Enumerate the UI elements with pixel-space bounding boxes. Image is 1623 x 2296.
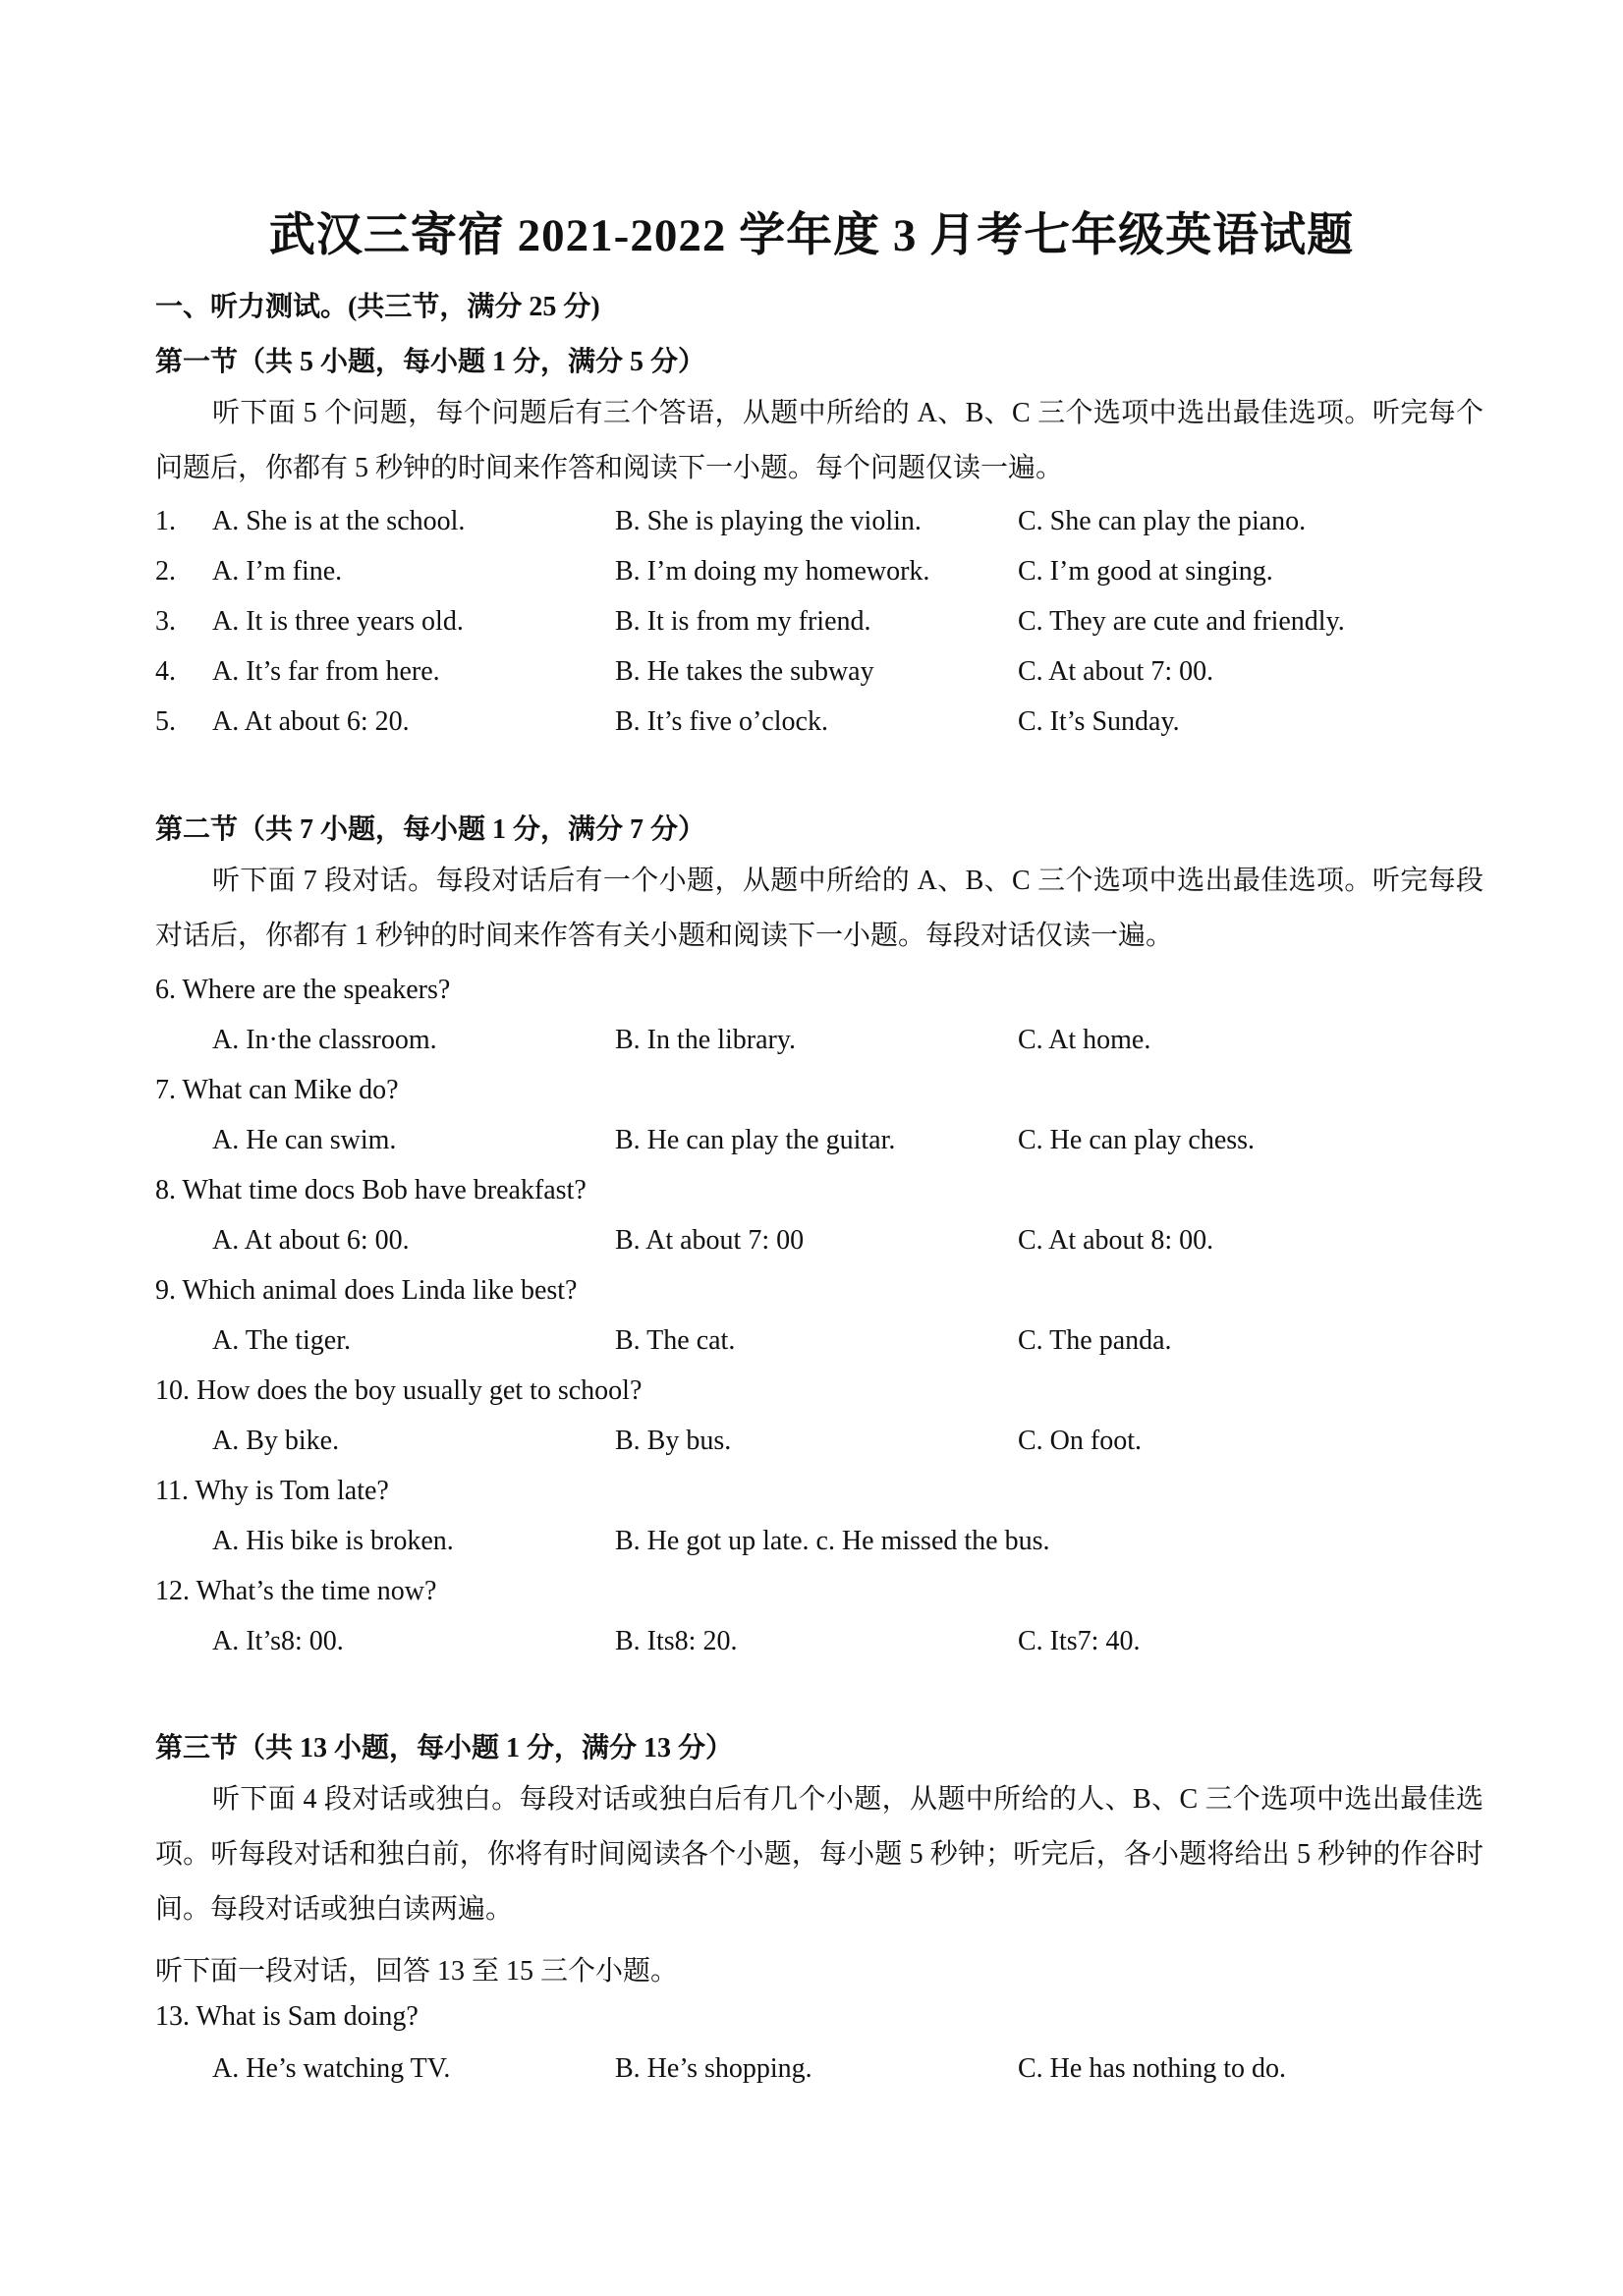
option-c: C. I’m good at singing. bbox=[1018, 556, 1273, 587]
option-b: B. Its8: 20. bbox=[615, 1626, 738, 1656]
option-a: A. He can swim. bbox=[212, 1125, 397, 1155]
question-text: 9. Which animal does Linda like best? bbox=[155, 1275, 578, 1306]
option-c: C. At home. bbox=[1018, 1025, 1151, 1055]
options-row bbox=[155, 1626, 1483, 1665]
exam-title: 武汉三寄宿 2021-2022 学年度 3 月考七年级英语试题 bbox=[268, 210, 1355, 261]
option-c: C. She can play the piano. bbox=[1018, 506, 1307, 536]
option-a: A. His bike is broken. bbox=[212, 1526, 454, 1556]
options-row bbox=[155, 2053, 1483, 2093]
option-a: A. The tiger. bbox=[212, 1325, 352, 1356]
options-row bbox=[155, 1526, 1483, 1565]
option-b: B. She is playing the violin. bbox=[615, 506, 922, 536]
option-b: B. He takes the subway bbox=[615, 656, 874, 687]
question-text: 8. What time docs Bob have breakfast? bbox=[155, 1175, 587, 1205]
question-text: 6. Where are the speakers? bbox=[155, 975, 451, 1005]
option-c: C. The panda. bbox=[1018, 1325, 1172, 1356]
option-b: B. The cat. bbox=[615, 1325, 736, 1356]
option-a: A. By bike. bbox=[212, 1426, 340, 1456]
option-a: A. It’s8: 00. bbox=[212, 1626, 344, 1656]
option-b: B. I’m doing my homework. bbox=[615, 556, 930, 587]
section2-instructions: 听下面 7 段对话。每段对话后有一个小题，从题中所给的 A、B、C 三个选项中选出最佳选项。听完每段对话后，你都有 1 秒钟的时间来作答有关小题和阅读下一小题。每段对话仅读一遍。 bbox=[155, 866, 1483, 951]
options-row bbox=[155, 1426, 1483, 1465]
option-c: C. Its7: 40. bbox=[1018, 1626, 1141, 1656]
question-row bbox=[155, 606, 1483, 645]
question-number: 2. bbox=[155, 556, 176, 587]
option-a: A. At about 6: 20. bbox=[212, 706, 410, 737]
question-text: 13. What is Sam doing? bbox=[155, 2001, 419, 2032]
question-text: 7. What can Mike do? bbox=[155, 1075, 399, 1105]
option-b: B. It’s five o’clock. bbox=[615, 706, 828, 737]
section1-instructions: 听下面 5 个问题，每个问题后有三个答语，从题中所给的 A、B、C 三个选项中选出最佳选项。听完每个问题后，你都有 5 秒钟的时间来作答和阅读下一小题。每个问题仅读一遍。 bbox=[155, 398, 1483, 483]
options-row bbox=[155, 1225, 1483, 1264]
question-text: 10. How does the boy usually get to school? bbox=[155, 1375, 643, 1406]
section3-instructions: 听下面 4 段对话或独白。每段对话或独白后有几个小题，从题中所给的人、B、C 三个选项中选出最佳选项。听每段对话和独白前，你将有时间阅读各个小题，每小题 5 秒钟；听完后，各小题将给出 5 秒钟的作谷时间。每段对话或独白读两遍。 bbox=[155, 1784, 1483, 1925]
question-text: 12. What’s the time now? bbox=[155, 1576, 437, 1606]
question-number: 4. bbox=[155, 656, 176, 687]
question-number: 5. bbox=[155, 706, 176, 737]
section2-heading: 第二节（共 7 小题，每小题 1 分，满分 7 分） bbox=[155, 814, 706, 845]
option-a: A. In·the classroom. bbox=[212, 1025, 437, 1055]
option-c: C. He can play chess. bbox=[1018, 1125, 1256, 1155]
question-text: 11. Why is Tom late? bbox=[155, 1476, 389, 1506]
option-a: A. At about 6: 00. bbox=[212, 1225, 410, 1256]
question-row bbox=[155, 506, 1483, 545]
question-row bbox=[155, 556, 1483, 595]
option-b: B. He got up late. c. He missed the bus. bbox=[615, 1526, 1050, 1556]
option-a: A. She is at the school. bbox=[212, 506, 466, 536]
option-b: B. At about 7: 00 bbox=[615, 1225, 805, 1256]
question-row bbox=[155, 656, 1483, 696]
option-c: C. At about 8: 00. bbox=[1018, 1225, 1214, 1256]
option-c: C. He has nothing to do. bbox=[1018, 2053, 1286, 2084]
option-a: A. I’m fine. bbox=[212, 556, 343, 587]
options-row bbox=[155, 1025, 1483, 1064]
option-a: A. It is three years old. bbox=[212, 606, 464, 637]
options-row bbox=[155, 1325, 1483, 1365]
section3-subinstruction: 听下面一段对话，回答 13 至 15 三个小题。 bbox=[155, 1956, 679, 1987]
option-c: C. On foot. bbox=[1018, 1426, 1142, 1456]
option-b: B. By bus. bbox=[615, 1426, 732, 1456]
section3-heading: 第三节（共 13 小题，每小题 1 分，满分 13 分） bbox=[155, 1733, 734, 1764]
option-b: B. He can play the guitar. bbox=[615, 1125, 896, 1155]
part1-heading: 一、听力测试。(共三节，满分 25 分) bbox=[155, 292, 600, 322]
option-c: C. It’s Sunday. bbox=[1018, 706, 1180, 737]
option-a: A. He’s watching TV. bbox=[212, 2053, 451, 2084]
question-row bbox=[155, 706, 1483, 746]
option-b: B. He’s shopping. bbox=[615, 2053, 812, 2084]
option-c: C. At about 7: 00. bbox=[1018, 656, 1214, 687]
option-b: B. It is from my friend. bbox=[615, 606, 871, 637]
option-c: C. They are cute and friendly. bbox=[1018, 606, 1345, 637]
question-number: 3. bbox=[155, 606, 176, 637]
option-a: A. It’s far from here. bbox=[212, 656, 440, 687]
option-b: B. In the library. bbox=[615, 1025, 797, 1055]
options-row bbox=[155, 1125, 1483, 1164]
section1-heading: 第一节（共 5 小题，每小题 1 分，满分 5 分） bbox=[155, 347, 706, 377]
question-number: 1. bbox=[155, 506, 176, 536]
